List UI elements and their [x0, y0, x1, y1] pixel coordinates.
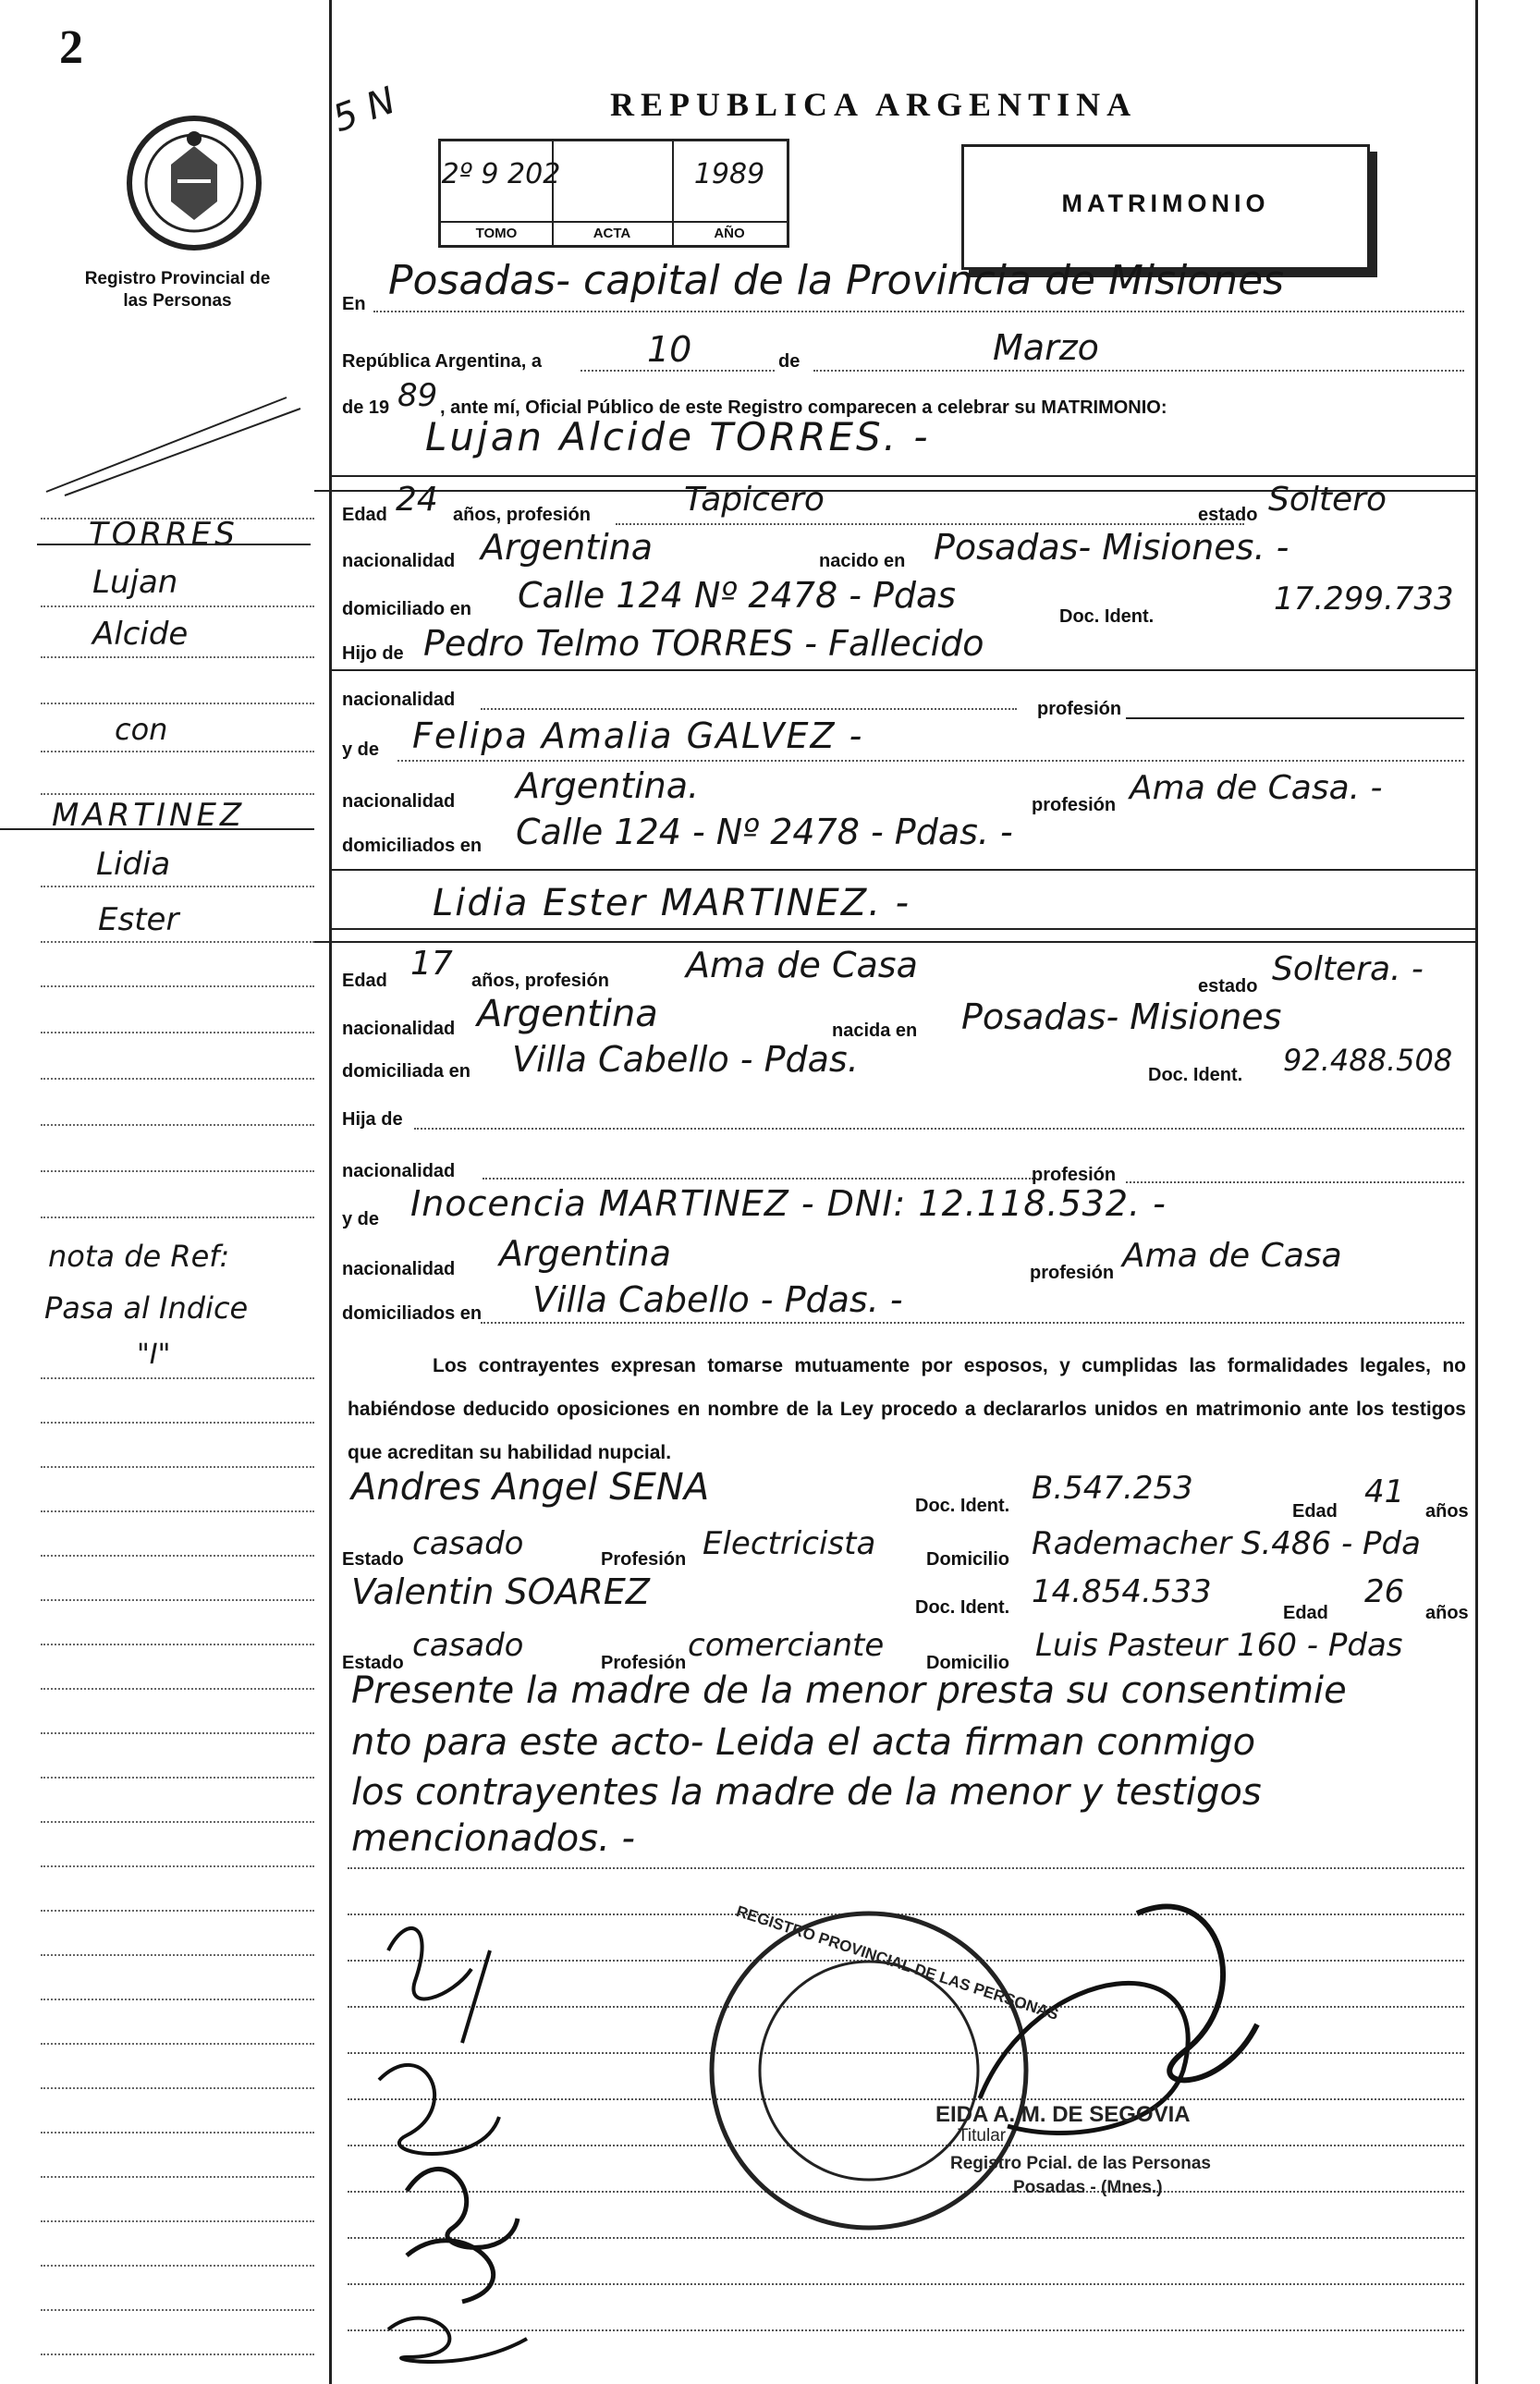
witness2-doc-label: Doc. Ident.	[915, 1597, 1010, 1618]
legal-declaration: Los contrayentes expresan tomarse mutuamente por esposos, y cumplidas las formalidades legales, no habiéndose deducido oposiciones en nombre de la Ley procedo a declararlos unidos en matrimonio ante los testigos que acreditan su habilidad nupcial.	[348, 1355, 1466, 1463]
bride-nac-label: nacionalidad	[342, 1019, 456, 1039]
tomo-value: 2º 9 202	[441, 158, 561, 190]
groom-hijo-label: Hijo de	[342, 643, 404, 664]
en-label: En	[342, 294, 366, 314]
bride-parents-dom-label: domiciliados en	[342, 1303, 483, 1324]
bride-address: Villa Cabello - Pdas.	[512, 1039, 859, 1080]
witness2-anos-label: años	[1425, 1603, 1469, 1623]
document-type: MATRIMONIO	[1061, 189, 1270, 217]
ruled-line	[41, 1910, 314, 1912]
bride-yde-label: y de	[342, 1209, 380, 1229]
ruled-line	[41, 2043, 314, 2045]
ruled-line	[41, 1170, 314, 1172]
margin-note-index: "I"	[137, 1339, 171, 1371]
country-title: REPUBLICA ARGENTINA	[610, 86, 1138, 123]
registry-seal	[120, 109, 268, 257]
witness2-address: Luis Pasteur 160 - Pdas	[1035, 1627, 1403, 1664]
ruled-line	[41, 1078, 314, 1080]
note-line-1: Presente la madre de la menor presta su consentimie	[351, 1669, 1347, 1712]
groom-estado: Soltero	[1268, 481, 1387, 519]
marriage-year: 89	[397, 377, 438, 414]
groom-anos-label: años, profesión	[453, 505, 591, 525]
groom-nationality: Argentina	[481, 527, 654, 568]
ruled-line	[41, 1599, 314, 1601]
margin-groom-second: Alcide	[92, 616, 189, 653]
witness1-dom-label: Domicilio	[926, 1549, 1010, 1570]
note-line-4: mencionados. -	[351, 1817, 635, 1860]
tomo-label: TOMO	[441, 221, 552, 241]
bride-father-prof-label: profesión	[1032, 1165, 1117, 1185]
witness2-age: 26	[1364, 1573, 1405, 1610]
witness1-prof-label: Profesión	[601, 1549, 687, 1570]
bride-mother: Inocencia MARTINEZ - DNI: 12.118.532. -	[410, 1183, 1167, 1224]
witness2-doc: 14.854.533	[1032, 1573, 1212, 1610]
witness1-anos-label: años	[1425, 1501, 1469, 1522]
groom-mother-nationality: Argentina.	[516, 765, 700, 806]
bride-profession: Ama de Casa	[686, 945, 918, 985]
year-cell	[672, 141, 787, 245]
groom-nacido-label: nacido en	[819, 551, 906, 571]
tomo-cell	[441, 141, 561, 245]
margin-connector: con	[115, 712, 168, 747]
bride-doc-label: Doc. Ident.	[1148, 1065, 1243, 1085]
document-type-box	[961, 144, 1370, 270]
bride-doc: 92.488.508	[1283, 1043, 1453, 1078]
bride-dom-label: domiciliada en	[342, 1061, 471, 1082]
ruled-line	[41, 985, 314, 987]
ruled-line	[41, 2220, 314, 2222]
ruled-line	[41, 1999, 314, 2000]
registry-name: Registro Provincial de las Personas	[84, 269, 271, 311]
groom-profession: Tapicero	[684, 481, 825, 519]
declaration-text: , ante mí, Oficial Público de este Registro comparecen a celebrar su MATRIMONIO:	[440, 397, 1167, 418]
ruled-line	[348, 1867, 1464, 1869]
ruled-line	[41, 1124, 314, 1126]
margin-mark: 5 N	[327, 79, 401, 141]
registry-stamp	[703, 1886, 1276, 2237]
groom-doc-label: Doc. Ident.	[1059, 606, 1155, 627]
ruled-line	[41, 1821, 314, 1823]
coat-of-arms-icon	[120, 109, 268, 257]
groom-mother: Felipa Amalia GALVEZ -	[412, 715, 864, 756]
groom-doc: 17.299.733	[1274, 581, 1454, 617]
groom-mother-nac-label: nacionalidad	[342, 791, 456, 812]
witness1-estado-label: Estado	[342, 1549, 404, 1570]
page-right-border	[1475, 0, 1478, 2384]
ruled-line	[41, 1032, 314, 1033]
witness2-estado-label: Estado	[342, 1653, 404, 1673]
witness1-age: 41	[1364, 1473, 1405, 1510]
ruled-line	[41, 1377, 314, 1379]
witness1-profession: Electricista	[703, 1525, 876, 1562]
year-prefix: de 19	[342, 397, 390, 418]
bride-estado: Soltera. -	[1272, 950, 1424, 988]
ruled-line	[41, 2087, 314, 2089]
bride-edad-label: Edad	[342, 971, 387, 991]
year-value: 1989	[693, 158, 765, 190]
bride-mother-prof-label: profesión	[1030, 1263, 1115, 1283]
groom-parents-address: Calle 124 - Nº 2478 - Pdas. -	[516, 812, 1013, 852]
ruled-line	[41, 2132, 314, 2133]
groom-age: 24	[396, 481, 438, 519]
witness1-doc-label: Doc. Ident.	[915, 1496, 1010, 1516]
bride-mother-nationality: Argentina	[499, 1233, 672, 1274]
witness1-name: Andres Angel SENA	[351, 1466, 710, 1509]
ruled-line	[41, 2265, 314, 2267]
stamp-official-title: Titular	[958, 2126, 1007, 2146]
year-label: AÑO	[672, 221, 787, 241]
ruled-line	[41, 1732, 314, 1734]
witness1-estado: casado	[412, 1525, 524, 1562]
bride-birthplace: Posadas- Misiones	[961, 996, 1282, 1037]
ruled-line	[41, 2309, 314, 2311]
republic-label: República Argentina, a	[342, 351, 542, 372]
bride-mother-profession: Ama de Casa	[1122, 1237, 1342, 1275]
groom-nac-label: nacionalidad	[342, 551, 456, 571]
margin-note-text: Pasa al Indice	[44, 1290, 249, 1326]
ruled-line	[41, 1510, 314, 1512]
groom-father: Pedro Telmo TORRES - Fallecido	[423, 623, 984, 664]
ruled-line	[41, 1466, 314, 1468]
ruled-line	[41, 1422, 314, 1424]
witness2-profession: comerciante	[688, 1627, 885, 1664]
ruled-line	[41, 1555, 314, 1557]
witness2-dom-label: Domicilio	[926, 1653, 1010, 1673]
bride-nationality: Argentina	[477, 993, 658, 1035]
acta-cell	[552, 141, 674, 245]
witness2-estado: casado	[412, 1627, 524, 1664]
stamp-city: Posadas - (Mnes.)	[1013, 2178, 1163, 2197]
ruled-line	[41, 1865, 314, 1867]
ruled-line	[41, 1777, 314, 1779]
groom-father-prof-label: profesión	[1037, 699, 1122, 719]
bride-estado-label: estado	[1198, 976, 1258, 996]
page-number: 2	[59, 21, 83, 74]
register-box	[438, 139, 789, 248]
groom-address: Calle 124 Nº 2478 - Pdas	[518, 575, 957, 616]
note-line-3: los contrayentes la madre de la menor y testigos	[351, 1771, 1262, 1814]
witness1-edad-label: Edad	[1292, 1501, 1338, 1522]
groom-father-nac-label: nacionalidad	[342, 690, 456, 710]
de-label: de	[778, 351, 801, 372]
groom-dom-label: domiciliado en	[342, 599, 472, 619]
marriage-place: Posadas- capital de la Provincia de Misiones	[388, 257, 1285, 304]
groom-name: Lujan Alcide TORRES. -	[425, 414, 931, 459]
margin-groom-surname: TORRES	[89, 516, 238, 553]
bride-age: 17	[410, 945, 453, 983]
margin-divider	[329, 0, 332, 2384]
groom-birthplace: Posadas- Misiones. -	[934, 527, 1289, 568]
ruled-line	[41, 1688, 314, 1690]
ruled-line	[41, 1216, 314, 1218]
marriage-month: Marzo	[993, 327, 1099, 368]
ruled-line	[41, 1644, 314, 1645]
margin-bride-surname: MARTINEZ	[52, 797, 246, 834]
groom-mother-profession: Ama de Casa. -	[1130, 769, 1383, 807]
groom-parents-dom-label: domiciliados en	[342, 836, 483, 856]
stamp-ring-text: REGISTRO PROVINCIAL DE LAS PERSONAS	[734, 1902, 1061, 2023]
witness2-prof-label: Profesión	[601, 1653, 687, 1673]
witness1-address: Rademacher S.486 - Pda	[1032, 1525, 1421, 1562]
bride-nacida-label: nacida en	[832, 1021, 918, 1041]
stamp-office: Registro Pcial. de las Personas	[950, 2154, 1211, 2173]
ruled-line	[41, 2353, 314, 2355]
ruled-line	[41, 2176, 314, 2178]
margin-groom-first: Lujan	[92, 564, 178, 601]
groom-estado-label: estado	[1198, 505, 1258, 525]
bride-name: Lidia Ester MARTINEZ. -	[433, 882, 911, 924]
marriage-day: 10	[647, 329, 692, 370]
note-line-2: nto para este acto- Leida el acta firman conmigo	[351, 1721, 1256, 1764]
groom-edad-label: Edad	[342, 505, 387, 525]
margin-note-title: nota de Ref:	[48, 1239, 230, 1274]
witness2-name: Valentin SOAREZ	[351, 1571, 650, 1612]
margin-bride-second: Ester	[98, 901, 179, 938]
acta-label: ACTA	[552, 221, 672, 241]
contracting-parties-signatures	[351, 1895, 629, 2376]
bride-anos-label: años, profesión	[471, 971, 609, 991]
bride-mother-nac-label: nacionalidad	[342, 1259, 456, 1279]
margin-cancel-lines	[37, 388, 305, 499]
witness2-edad-label: Edad	[1283, 1603, 1328, 1623]
groom-mother-prof-label: profesión	[1032, 795, 1117, 815]
witness1-doc: B.547.253	[1032, 1470, 1193, 1507]
groom-yde-label: y de	[342, 740, 380, 760]
margin-bride-first: Lidia	[96, 846, 171, 883]
bride-hija-label: Hija de	[342, 1109, 403, 1130]
stamp-official-name: EIDA A. M. DE SEGOVIA	[935, 2102, 1191, 2127]
bride-father-nac-label: nacionalidad	[342, 1161, 456, 1181]
ruled-line	[41, 1954, 314, 1956]
bride-parents-address: Villa Cabello - Pdas. -	[532, 1279, 903, 1320]
